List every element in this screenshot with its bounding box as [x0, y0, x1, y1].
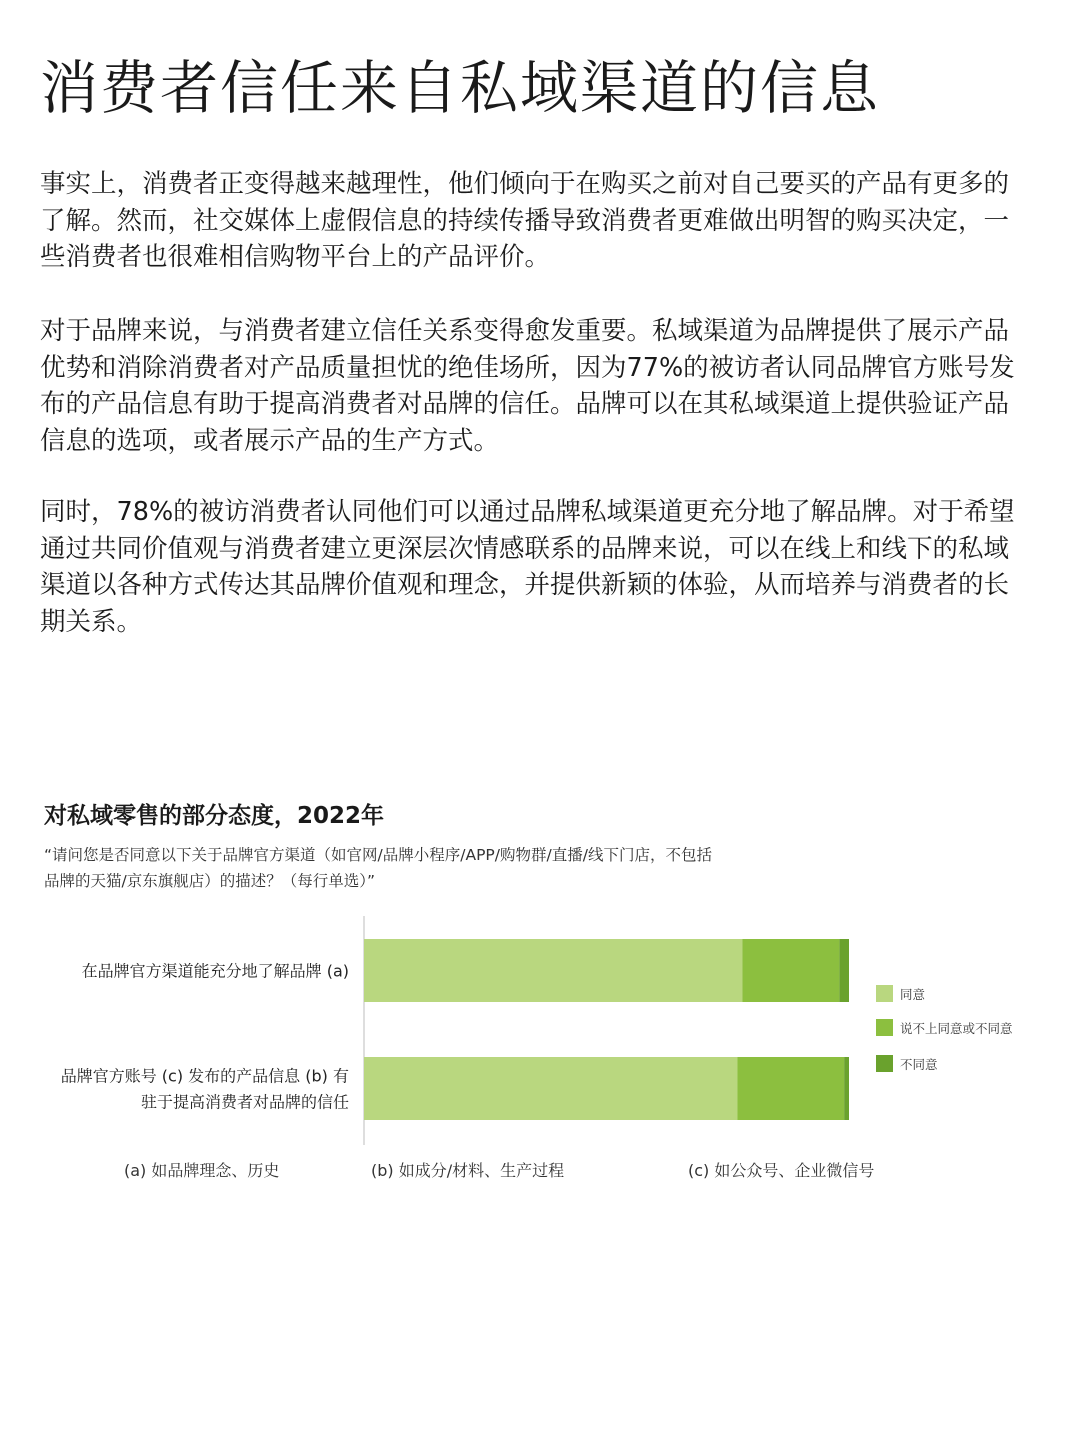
bar-1-seg-1 — [364, 939, 742, 1002]
category-label-1-line-1: 在品牌官方渠道能充分地了解品牌 (a) — [81, 961, 349, 981]
chart-subtitle: “请问您是否同意以下关于品牌官方渠道（如官网/品牌小程序/APP/购物群/直播/线下门店，不包括品牌的天猫/京东旗舰店）的描述？（每行单选）” — [44, 846, 712, 890]
legend-swatch-3 — [876, 1055, 893, 1072]
paragraph-1: 事实上，消费者正变得越来越理性，他们倾向于在购买之前对自己要买的产品有更多的了解。然而，社交媒体上虚假信息的持续传播导致消费者更难做出明智的购买决定，一些消费者也很难相信购物平台上的产品评价。 — [40, 169, 1010, 272]
footnote-c: (c) 如公众号、企业微信号 — [688, 1161, 875, 1180]
legend-swatch-1 — [876, 985, 893, 1002]
legend-swatch-2 — [876, 1019, 893, 1036]
paragraph-2: 对于品牌来说，与消费者建立信任关系变得愈发重要。私域渠道为品牌提供了展示产品优势和消除消费者对产品质量担忧的绝佳场所，因为77%的被访者认同品牌官方账号发布的产品信息有助于提高消费者对品牌的信任。品牌可以在其私域渠道上提供验证产品信息的选项，或者展示产品的生产方式。 — [40, 316, 1015, 456]
bar-1-seg-2 — [742, 939, 839, 1002]
category-label-2-line-1: 品牌官方账号 (c) 发布的产品信息 (b) 有 — [60, 1066, 349, 1086]
footnote-b: (b) 如成分/材料、生产过程 — [371, 1161, 565, 1180]
legend-label-1: 同意 — [900, 987, 926, 1002]
legend-label-2: 说不上同意或不同意 — [900, 1021, 1013, 1036]
page-title: 消费者信任来自私域渠道的信息 — [40, 54, 881, 122]
footnote-a: (a) 如品牌理念、历史 — [124, 1161, 280, 1180]
category-label-2-line-2: 驻于提高消费者对品牌的信任 — [140, 1092, 349, 1112]
bar-2-seg-3 — [844, 1057, 849, 1120]
bar-2-seg-1 — [364, 1057, 737, 1120]
bar-1-seg-3 — [839, 939, 849, 1002]
legend-label-3: 不同意 — [900, 1057, 938, 1072]
bar-2-seg-2 — [737, 1057, 844, 1120]
chart-title: 对私域零售的部分态度，2022年 — [44, 803, 385, 829]
paragraph-3: 同时，78%的被访消费者认同他们可以通过品牌私域渠道更充分地了解品牌。对于希望通过共同价值观与消费者建立更深层次情感联系的品牌来说，可以在线上和线下的私域渠道以各种方式传达其品牌价值观和理念，并提供新颖的体验，从而培养与消费者的长期关系。 — [40, 497, 1015, 637]
